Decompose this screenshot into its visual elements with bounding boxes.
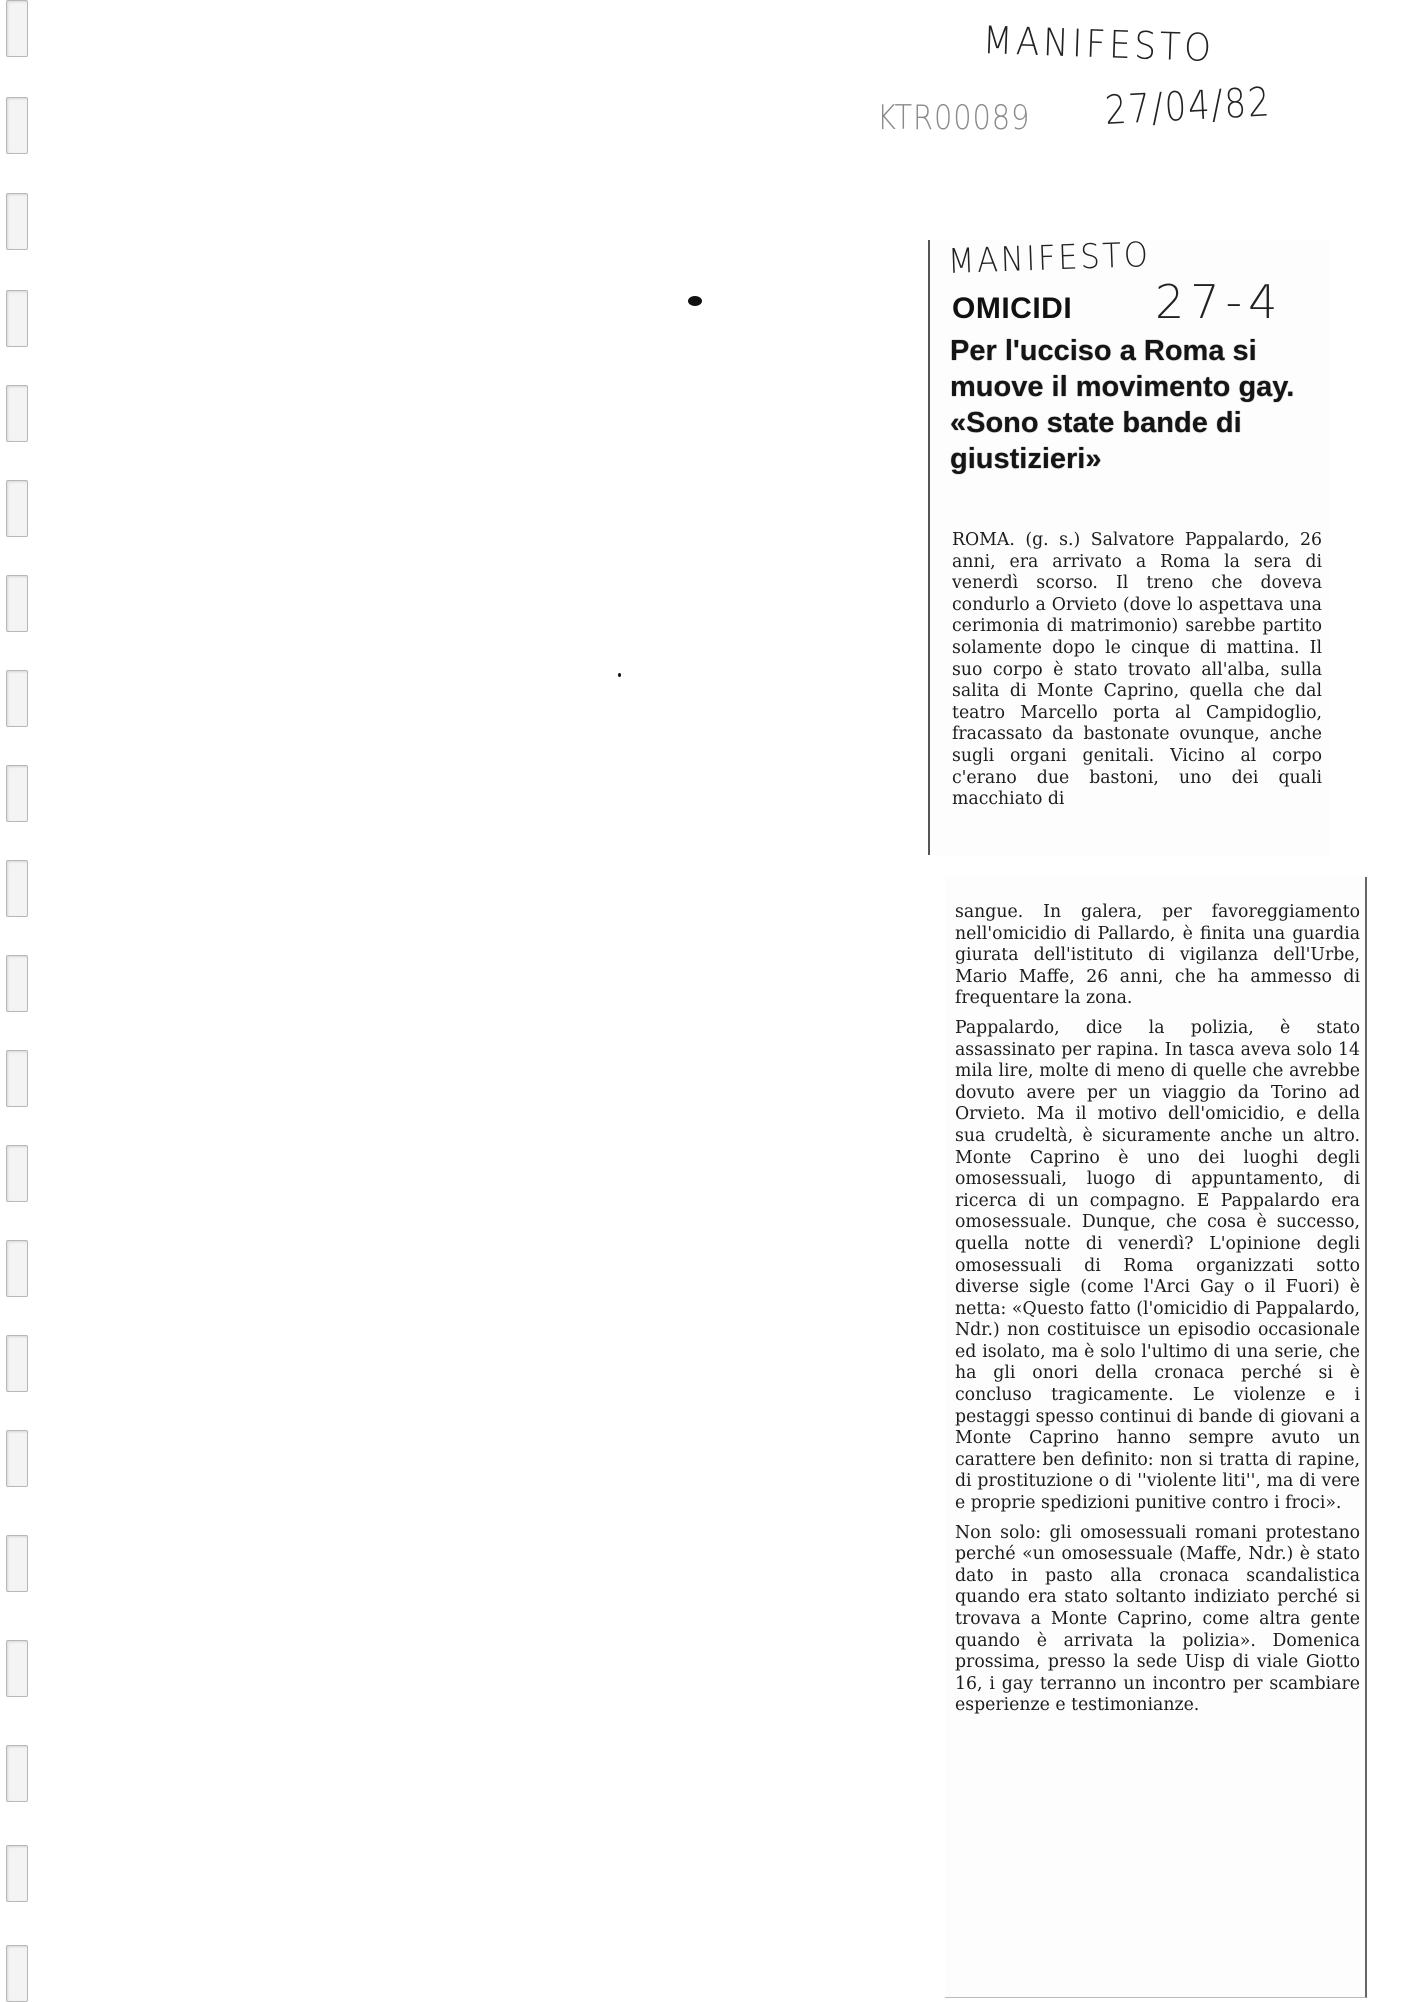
binder-hole [6,1430,28,1487]
binder-hole [6,1145,28,1202]
article-paragraph: sangue. In galera, per favoreggiamento nell'omicidio di Pallardo, è finita una guardia giurata dell'istituto di vigilanza dell'Urbe, Mario Maffe, 26 anni, che ha ammesso di frequentare la zona. [955,902,1360,1009]
binder-hole [6,670,28,727]
binder-hole [6,1745,28,1802]
binder-holes [4,0,34,2000]
newspaper-clipping-bottom [945,877,1367,1998]
article-column-2 [955,902,1360,1725]
newspaper-clipping-top [928,234,1330,855]
binder-hole [6,1050,28,1107]
binder-hole [6,1240,28,1297]
binder-hole [6,1640,28,1697]
binder-hole [6,290,28,347]
ink-speck [688,296,702,306]
archive-code: KTR00089 [877,98,1031,138]
binder-hole [6,97,28,154]
article-paragraph: Non solo: gli omosessuali romani protestano perché «un omosessuale (Maffe, Ndr.) è stato dato in pasto alla cronaca scandalistica quando era stato soltanto indiziato perché si trovava a Monte Caprino, come altra gente quando è arrivata la polizia». Domenica prossima, presso la sede Uisp di viale Giotto 16, i gay terranno un incontro per scambiare esperienze e testimonianze. [955,1522,1360,1716]
binder-hole [6,1945,28,2002]
article-headline: Per l'ucciso a Roma si muove il movimento gay. «Sono state bande di giustizieri» [950,335,1295,475]
article-paragraph: ROMA. (g. s.) Salvatore Pappalardo, 26 anni, era arrivato a Roma la sera di venerdì scorso. Il treno che doveva condurlo a Orvieto (dove lo aspettava una cerimonia di matrimonio) sarebbe partito solamente dopo le cinque di mattina. Il suo corpo è stato trovato all'alba, sulla salita di Monte Caprino, quella che dal teatro Marcello porta al Campidoglio, fracassato da bastonate ovunque, anche sugli organi genitali. Vicino al corpo c'erano due bastoni, uno dei quali macchiato di [952,530,1322,810]
binder-hole [6,1535,28,1592]
handwritten-source-title: MANIFESTO [982,18,1216,71]
article-paragraph: Pappalardo, dice la polizia, è stato assassinato per rapina. In tasca aveva solo 14 mila lire, molte di meno di quelle che avrebbe dovuto avere per un viaggio da Torino ad Orvieto. Ma il motivo dell'omicidio, e della sua crudeltà, è sicuramente anche un altro. Monte Caprino è uno dei luoghi degli omosessuali, luogo di appuntamento, di ricerca di un compagno. E Pappalardo era omosessuale. Dunque, che cosa è successo, quella notte di venerdì? L'opinione degli omosessuali di Roma organizzati sotto diverse sigle (come l'Arci Gay o il Fuori) è netta: «Questo fatto (l'omicidio di Pappalardo, Ndr.) non costituisce un episodio occasionale ed isolato, ma è solo l'ultimo di una serie, che ha gli onori della cronaca perché si è concluso tragicamente. Le violenze e i pestaggi spesso continui di bande di giovani a Monte Caprino hanno sempre avuto un carattere ben definito: non si tratta di rapine, di prostituzione o di ''violente liti'', ma di vere e proprie spedizioni punitive contro i froci». [955,1017,1360,1514]
binder-hole [6,0,28,57]
section-kicker: OMICIDI [952,292,1073,325]
binder-hole [6,575,28,632]
ink-speck [618,673,621,677]
binder-hole [6,480,28,537]
binder-hole [6,1845,28,1902]
binder-hole [6,193,28,250]
binder-hole [6,385,28,442]
binder-hole [6,765,28,822]
article-column-1 [952,530,1322,811]
binder-hole [6,955,28,1012]
binder-hole [6,1335,28,1392]
handwritten-source-label: MANIFESTO [947,234,1152,282]
handwritten-clipping-date: 27-4 [1155,275,1284,329]
handwritten-date: 27/04/82 [1103,79,1273,134]
binder-hole [6,860,28,917]
